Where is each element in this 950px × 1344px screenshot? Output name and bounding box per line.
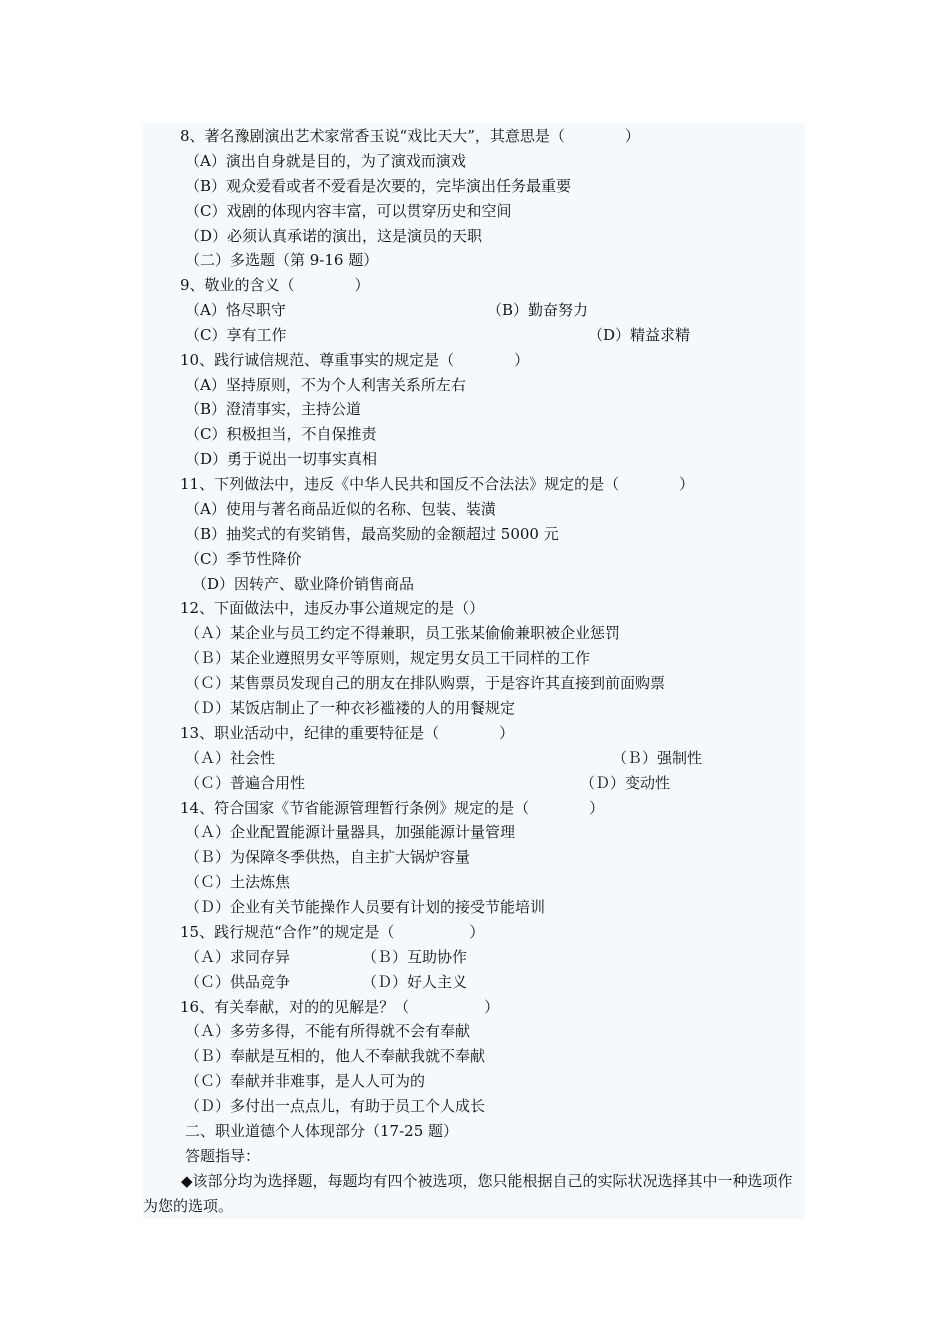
option-10a: （A）坚持原则，不为个人利害关系所左右: [185, 376, 466, 394]
option-12c: （Ｃ）某售票员发现自己的朋友在排队购票，于是容许其直接到前面购票: [185, 674, 666, 692]
option-15c: （Ｃ）供品竞争: [185, 973, 291, 991]
option-14b: （Ｂ）为保障冬季供热，自主扩大锅炉容量: [185, 848, 471, 866]
option-13b: （Ｂ）强制性: [612, 749, 703, 767]
option-14a: （Ａ）企业配置能源计量器具，加强能源计量管理: [185, 823, 516, 841]
section-multiple-choice: （二）多选题（第 9-16 题）: [185, 251, 379, 269]
option-8a: （A）演出自身就是目的，为了演戏而演戏: [185, 152, 466, 170]
option-15b: （Ｂ）互助协作: [362, 948, 468, 966]
question-10: 10、践行诚信规范、尊重事实的规定是（ ）: [180, 351, 530, 369]
option-8c: （C）戏剧的体现内容丰富，可以贯穿历史和空间: [185, 202, 512, 220]
option-10b: （B）澄清事实，主持公道: [185, 400, 362, 418]
option-16b: （Ｂ）奉献是互相的，他人不奉献我就不奉献: [185, 1047, 486, 1065]
option-10d: （D）勇于说出一切事实真相: [185, 450, 378, 468]
option-11b: （B）抽奖式的有奖销售，最高奖励的金额超过 5000 元: [185, 525, 559, 543]
option-16d: （Ｄ）多付出一点点儿，有助于员工个人成长: [185, 1097, 486, 1115]
option-15d: （Ｄ）好人主义: [362, 973, 468, 991]
question-15: 15、践行规范“合作”的规定是（ ）: [180, 923, 485, 941]
option-13c: （Ｃ）普遍合用性: [185, 774, 306, 792]
option-12b: （Ｂ）某企业遵照男女平等原则，规定男女员工干同样的工作: [185, 649, 591, 667]
answer-guide-heading: 答题指导：: [185, 1147, 261, 1165]
question-14: 14、符合国家《节省能源管理暂行条例》规定的是（ ）: [180, 799, 605, 817]
option-9b: （B）勤奋努力: [487, 301, 589, 319]
option-8b: （B）观众爱看或者不爱看是次要的，完毕演出任务最重要: [185, 177, 572, 195]
option-15a: （Ａ）求同存异: [185, 948, 291, 966]
question-12: 12、下面做法中，违反办事公道规定的是（）: [180, 599, 485, 617]
answer-guide-text: ◆该部分均为选择题，每题均有四个被选项，您只能根据自己的实际状况选择其中一种选项作为您的选项。: [143, 1172, 793, 1215]
question-11: 11、下列做法中，违反《中华人民共和国反不合法法》规定的是（ ）: [180, 475, 695, 493]
option-8d: （D）必须认真承诺的演出，这是演员的天职: [185, 227, 483, 245]
option-9a: （A）恪尽职守: [185, 301, 286, 319]
option-11c: （C）季节性降价: [185, 550, 302, 568]
question-9: 9、敬业的含义（ ）: [180, 276, 370, 294]
option-11d: （D）因转产、歇业降价销售商品: [192, 575, 415, 593]
option-16c: （Ｃ）奉献并非难事，是人人可为的: [185, 1072, 426, 1090]
section-part-two: 二、职业道德个人体现部分（17-25 题）: [185, 1122, 459, 1140]
option-13d: （Ｄ）变动性: [580, 774, 671, 792]
option-14c: （Ｃ）土法炼焦: [185, 873, 291, 891]
option-14d: （Ｄ）企业有关节能操作人员要有计划的接受节能培训: [185, 898, 546, 916]
option-9d: （D）精益求精: [588, 326, 691, 344]
option-12a: （Ａ）某企业与员工约定不得兼职，员工张某偷偷兼职被企业惩罚: [185, 624, 621, 642]
question-13: 13、职业活动中，纪律的重要特征是（ ）: [180, 724, 515, 742]
option-9c: （C）享有工作: [185, 326, 287, 344]
option-12d: （Ｄ）某饭店制止了一种衣衫褴褛的人的用餐规定: [185, 699, 516, 717]
option-11a: （A）使用与著名商品近似的名称、包装、装潢: [185, 500, 496, 518]
question-16: 16、有关奉献，对的的见解是？（ ）: [180, 998, 500, 1016]
option-16a: （Ａ）多劳多得，不能有所得就不会有奉献: [185, 1022, 471, 1040]
option-10c: （C）积极担当，不自保推责: [185, 425, 377, 443]
question-8: 8、著名豫剧演出艺术家常香玉说“戏比天大”，其意思是（ ）: [180, 127, 640, 145]
option-13a: （Ａ）社会性: [185, 749, 276, 767]
